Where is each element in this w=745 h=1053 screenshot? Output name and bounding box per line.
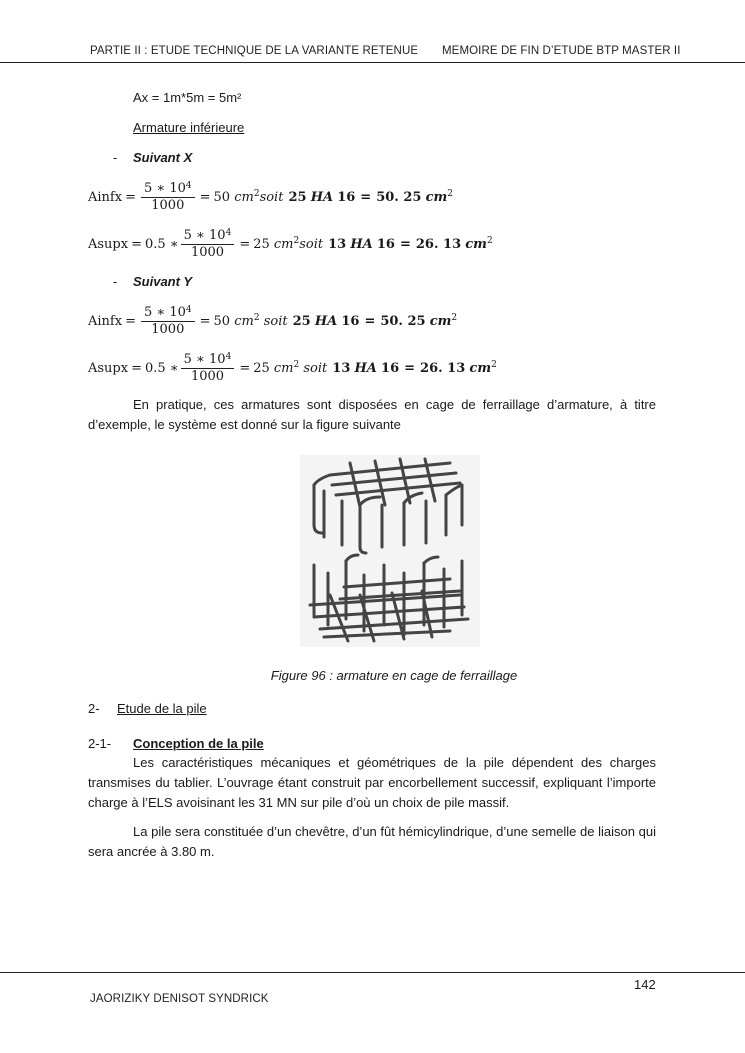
bar-diameter: 16 <box>381 360 400 376</box>
fraction-denominator: 1000 <box>151 197 185 213</box>
ha-label: HA <box>350 236 373 252</box>
paragraph-cage-intro: En pratique, ces armatures sont disposées en cage de ferraillage d’armature, à titre d’exemple, le système est donné sur la figure suivante <box>88 397 656 432</box>
figure-caption: Figure 96 : armature en cage de ferraillage <box>270 668 518 683</box>
subsection-number: 2-1- <box>88 736 112 751</box>
equation-ainfx-y <box>88 301 457 341</box>
unit: cm <box>273 236 294 252</box>
eq-sign: = <box>125 189 136 205</box>
fraction-denominator: 1000 <box>190 244 225 260</box>
numerator-exponent: 4 <box>185 180 192 191</box>
paragraph-pile-composition: La pile sera constituée d’un chevêtre, d’un fût hémicylindrique, d’une semelle de liaison qui sera ancrée à 3.80 m. <box>88 824 656 859</box>
suivant-x-heading: Suivant X <box>133 150 193 165</box>
paragraph-conception: Les caractéristiques mécaniques et géométriques de la pile dépendent des charges transmises du tablier. L’ouvrage étant construit par encorbellement successif, expliquant l’importe charge à l’ELS avoisinant les 31 MN sur pile d’où un choix de pile massif. <box>88 755 656 810</box>
rebar-cage-figure <box>300 455 480 647</box>
unit: cm <box>429 313 452 329</box>
armature-inferieure-heading: Armature inférieure <box>133 120 245 135</box>
eq-sign: = <box>131 236 142 252</box>
ax-line: Ax = 1m*5m = 5m² <box>133 90 242 105</box>
equation-asupx-y <box>88 348 497 388</box>
rebar-cage-drawing <box>300 455 480 647</box>
result-value: 25 <box>253 360 270 376</box>
unit-exponent: 2 <box>253 313 260 323</box>
eq-sign: = <box>199 189 211 205</box>
eq-label: Asupx <box>88 360 129 376</box>
coefficient: 0.5 ∗ <box>145 360 179 376</box>
bar-diameter: 16 <box>341 313 360 329</box>
unit-exponent: 2 <box>447 189 453 199</box>
section2-number: 2- <box>88 701 100 716</box>
unit: cm <box>469 360 492 376</box>
eq-sign: = <box>239 360 251 376</box>
bar-count: 25 <box>288 189 307 205</box>
area-value: 26. 13 <box>420 360 466 376</box>
bar-count: 25 <box>292 313 311 329</box>
fraction <box>181 352 235 385</box>
eq-sign: = <box>399 236 411 252</box>
footer-author: JAORIZIKY DENISOT SYNDRICK <box>90 993 269 1005</box>
bar-count: 13 <box>332 360 351 376</box>
section2-title: Etude de la pile <box>117 701 207 716</box>
header-left: PARTIE II : ETUDE TECHNIQUE DE LA VARIANTE RETENUE <box>90 45 419 57</box>
unit: cm <box>465 236 487 252</box>
area-value: 26. 13 <box>415 236 462 252</box>
eq-sign: = <box>360 189 372 205</box>
fraction-denominator: 1000 <box>151 321 185 337</box>
eq-label: Asupx <box>88 236 129 252</box>
bullet-dash-y: - <box>113 274 118 289</box>
footer-rule <box>0 972 745 973</box>
eq-sign: = <box>199 313 211 329</box>
eq-sign: = <box>364 313 376 329</box>
fraction <box>141 181 195 214</box>
unit-exponent: 2 <box>451 313 458 323</box>
unit: cm <box>425 189 448 205</box>
fraction-numerator: 5 ∗ 10 <box>183 227 226 243</box>
numerator-exponent: 4 <box>185 304 192 315</box>
numerator-exponent: 4 <box>225 351 232 362</box>
unit-exponent: 2 <box>293 236 300 246</box>
fraction-numerator: 5 ∗ 10 <box>143 304 186 320</box>
unit-exponent: 2 <box>293 360 300 370</box>
result-value: 25 <box>253 236 270 252</box>
equation-asupx-x <box>88 224 493 264</box>
ha-label: HA <box>310 189 334 205</box>
area-value: 50. 25 <box>380 313 426 329</box>
soit-word: soit <box>259 189 284 205</box>
area-value: 50. 25 <box>376 189 422 205</box>
bar-diameter: 16 <box>337 189 356 205</box>
ha-label: HA <box>314 313 338 329</box>
ha-label: HA <box>354 360 377 376</box>
eq-sign: = <box>239 236 251 252</box>
header-rule <box>0 62 745 63</box>
page-number: 142 <box>634 977 656 992</box>
result-value: 50 <box>213 313 231 329</box>
unit-exponent: 2 <box>486 236 493 246</box>
coefficient: 0.5 ∗ <box>145 236 179 252</box>
fraction <box>181 228 235 261</box>
unit: cm <box>234 313 254 329</box>
eq-sign: = <box>125 313 136 329</box>
numerator-exponent: 4 <box>225 227 232 238</box>
eq-label: Ainfx <box>88 313 123 329</box>
soit-word: soit <box>263 313 288 329</box>
equation-ainfx-x <box>88 177 453 217</box>
bar-count: 13 <box>328 236 347 252</box>
unit: cm <box>273 360 294 376</box>
suivant-y-heading: Suivant Y <box>133 274 193 289</box>
soit-word: soit <box>299 236 324 252</box>
result-value: 50 <box>213 189 231 205</box>
fraction <box>141 305 195 338</box>
fraction-denominator: 1000 <box>190 368 225 384</box>
bar-diameter: 16 <box>376 236 395 252</box>
eq-sign: = <box>404 360 416 376</box>
soit-word: soit <box>303 360 328 376</box>
eq-sign: = <box>131 360 142 376</box>
bullet-dash-x: - <box>113 150 118 165</box>
unit-exponent: 2 <box>491 360 497 370</box>
header-right: MEMOIRE DE FIN D’ETUDE BTP MASTER II <box>442 45 681 57</box>
unit: cm <box>234 189 254 205</box>
fraction-numerator: 5 ∗ 10 <box>143 180 186 196</box>
subsection-title: Conception de la pile <box>133 736 264 751</box>
eq-label: Ainfx <box>88 189 123 205</box>
fraction-numerator: 5 ∗ 10 <box>183 351 226 367</box>
unit-exponent: 2 <box>253 189 260 199</box>
